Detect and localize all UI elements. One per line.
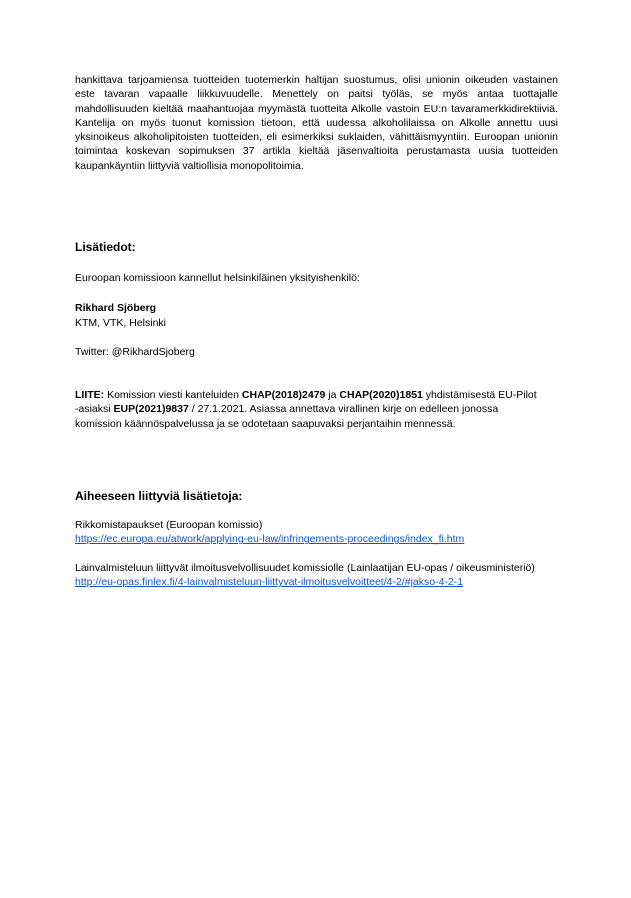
intro-line: este tavaran vapaalle liikkuvuudelle. Menettely on paitsi työläs, se myös antaa tuottajalle	[75, 88, 558, 101]
liite-text: -asiaksi	[75, 403, 114, 416]
liite-line-3: komission käännöspalvelussa ja se odotetaan saapuvaksi perjantaihin mennessä.	[75, 417, 456, 430]
related-item-link[interactable]: http://eu-opas.finlex.fi/4-lainvalmisteluun-liittyvat-ilmoitusvelvoitteet/4-2/#jakso-4-2-1	[75, 576, 464, 589]
liite-ref: EUP(2021)9837	[113, 403, 189, 416]
related-item	[75, 561, 558, 590]
complainant-intro: Euroopan komissioon kannellut helsinkiläinen yksityishenkilö:	[75, 272, 360, 284]
liite-label: LIITE:	[75, 389, 105, 401]
lisatiedot-heading: Lisätiedot:	[75, 240, 136, 254]
intro-line: kaupankäyntiin liittyviä valtiollisia monopolitoimia.	[75, 159, 304, 172]
liite-ref: CHAP(2020)1851	[339, 389, 423, 401]
intro-line: Kantelija on myös tuonut komission tietoon, että uudessa alkoholilaissa on Alkolle annettu uusi	[75, 116, 558, 129]
intro-line: mahdollisuuden kieltää maahantuojaa myymästä tuotteita Alkolle vastoin EU:n tavaramerkkidirektiiviä.	[75, 102, 558, 115]
liite-line-1	[75, 388, 558, 402]
liite-paragraph	[75, 388, 558, 431]
intro-paragraph	[75, 73, 558, 173]
liite-text: / 27.1.2021. Asiassa annettava virallinen kirje on edelleen jonossa	[188, 403, 499, 416]
related-item	[75, 518, 558, 547]
related-heading: Aiheeseen liittyviä lisätietoja:	[75, 489, 243, 503]
related-item-title: Rikkomistapaukset (Euroopan komissio)	[75, 519, 263, 531]
intro-line: hankittava tarjoamiensa tuotteiden tuotemerkin haltijan suostumus, olisi unionin oikeuden vastainen	[75, 74, 558, 86]
complainant-name: Rikhard Sjöberg	[75, 302, 157, 314]
liite-text: ja	[325, 389, 340, 401]
related-item-link[interactable]: https://ec.europa.eu/atwork/applying-eu-law/infringements-proceedings/index_fi.htm	[75, 533, 465, 546]
intro-line: toimintaa koskevan sopimuksen 37 artikla kieltää jäsenvaltioita perustamasta uusia tuotteiden	[75, 145, 558, 158]
liite-text: Komission viesti kanteluiden	[104, 389, 242, 401]
related-item-title: Lainvalmisteluun liittyvät ilmoitusvelvollisuudet komissiolle (Lainlaatijan EU-opas / oikeusministeriö)	[75, 562, 535, 574]
complainant-twitter: Twitter: @RikhardSjoberg	[75, 346, 195, 358]
liite-line-2	[75, 402, 558, 416]
liite-ref: CHAP(2018)2479	[241, 389, 326, 401]
intro-line: yksinoikeus alkoholipitoisten tuotteiden, eli esimerkiksi suklaiden, vähittäismyyntiin. Euroopan unionin	[75, 131, 558, 144]
complainant-affiliation: KTM, VTK, Helsinki	[75, 317, 167, 329]
liite-text: yhdistämisestä EU-Pilot	[422, 389, 537, 401]
